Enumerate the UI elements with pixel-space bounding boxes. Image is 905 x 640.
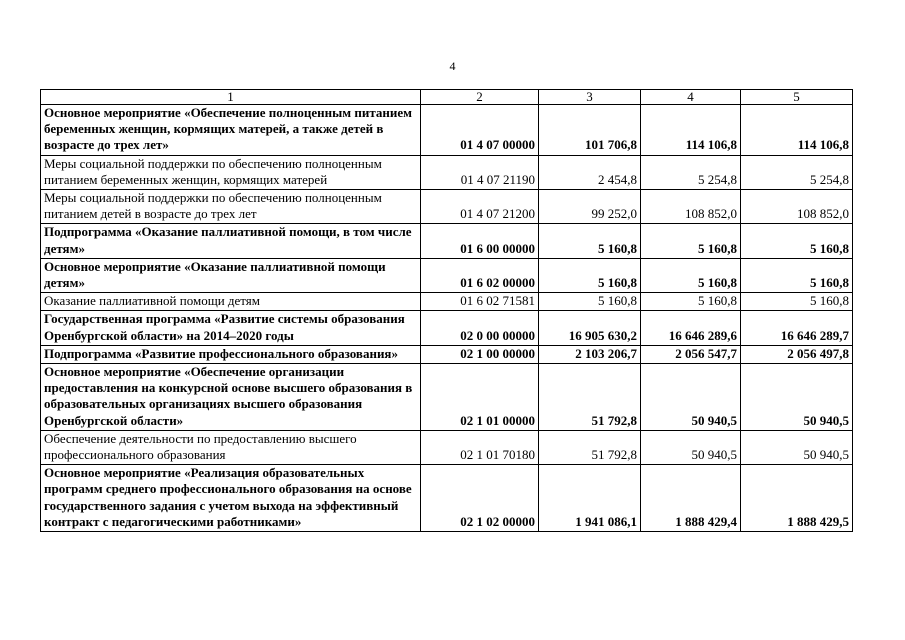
- row-value-col3: 5 160,8: [539, 224, 641, 258]
- row-code: 02 1 00 00000: [421, 345, 539, 363]
- row-code: 02 1 01 70180: [421, 430, 539, 464]
- table-row: [41, 258, 853, 292]
- row-value-col5: 5 254,8: [741, 155, 853, 189]
- row-value-col3: 2 454,8: [539, 155, 641, 189]
- row-code: 01 6 02 00000: [421, 258, 539, 292]
- row-code: 02 1 01 00000: [421, 364, 539, 431]
- row-value-col3: 5 160,8: [539, 258, 641, 292]
- row-value-col3: 5 160,8: [539, 293, 641, 311]
- row-value-col5: 16 646 289,7: [741, 311, 853, 345]
- row-value-col4: 5 160,8: [641, 293, 741, 311]
- row-value-col4: 5 254,8: [641, 155, 741, 189]
- table-row: [41, 430, 853, 464]
- row-value-col3: 16 905 630,2: [539, 311, 641, 345]
- row-name: Основное мероприятие «Реализация образовательных программ среднего профессионального образования на основе государственного задания с учетом выхода на эффективный контракт с педагогическими работниками»: [41, 465, 421, 532]
- row-name: Подпрограмма «Развитие профессионального образования»: [41, 345, 421, 363]
- row-value-col4: 50 940,5: [641, 430, 741, 464]
- column-header-1: 1: [41, 90, 421, 105]
- table-row: [41, 293, 853, 311]
- row-value-col4: 114 106,8: [641, 105, 741, 156]
- row-code: 01 6 02 71581: [421, 293, 539, 311]
- column-header-4: 4: [641, 90, 741, 105]
- row-value-col5: 50 940,5: [741, 430, 853, 464]
- row-value-col5: 5 160,8: [741, 258, 853, 292]
- row-value-col5: 108 852,0: [741, 190, 853, 224]
- row-name: Меры социальной поддержки по обеспечению полноценным питанием детей в возрасте до трех лет: [41, 190, 421, 224]
- row-value-col3: 99 252,0: [539, 190, 641, 224]
- budget-table: [40, 89, 853, 532]
- row-name: Оказание паллиативной помощи детям: [41, 293, 421, 311]
- column-header-2: 2: [421, 90, 539, 105]
- row-value-col4: 2 056 547,7: [641, 345, 741, 363]
- table-row: [41, 465, 853, 532]
- row-name: Обеспечение деятельности по предоставлению высшего профессионального образования: [41, 430, 421, 464]
- row-value-col5: 114 106,8: [741, 105, 853, 156]
- row-code: 01 4 07 00000: [421, 105, 539, 156]
- table-row: [41, 364, 853, 431]
- row-value-col4: 5 160,8: [641, 224, 741, 258]
- row-value-col3: 51 792,8: [539, 364, 641, 431]
- row-name: Основное мероприятие «Обеспечение полноценным питанием беременных женщин, кормящих матерей, а также детей в возрасте до трех лет»: [41, 105, 421, 156]
- row-code: 01 4 07 21190: [421, 155, 539, 189]
- table-row: [41, 224, 853, 258]
- row-value-col4: 50 940,5: [641, 364, 741, 431]
- row-name: Государственная программа «Развитие системы образования Оренбургской области» на 2014–2020 годы: [41, 311, 421, 345]
- page-number: 4: [449, 59, 456, 73]
- table-row: [41, 311, 853, 345]
- row-value-col5: 50 940,5: [741, 364, 853, 431]
- row-code: 01 6 00 00000: [421, 224, 539, 258]
- row-name: Основное мероприятие «Оказание паллиативной помощи детям»: [41, 258, 421, 292]
- row-code: 02 1 02 00000: [421, 465, 539, 532]
- row-value-col4: 5 160,8: [641, 258, 741, 292]
- row-value-col4: 1 888 429,4: [641, 465, 741, 532]
- row-name: Подпрограмма «Оказание паллиативной помощи, в том числе детям»: [41, 224, 421, 258]
- row-value-col5: 1 888 429,5: [741, 465, 853, 532]
- row-value-col4: 108 852,0: [641, 190, 741, 224]
- row-value-col3: 2 103 206,7: [539, 345, 641, 363]
- row-value-col5: 2 056 497,8: [741, 345, 853, 363]
- table-row: [41, 155, 853, 189]
- row-code: 02 0 00 00000: [421, 311, 539, 345]
- row-name: Основное мероприятие «Обеспечение организации предоставления на конкурсной основе высшего образования в образовательных организациях высшего образования Оренбургской области»: [41, 364, 421, 431]
- table-header-row: [41, 90, 853, 105]
- row-value-col5: 5 160,8: [741, 224, 853, 258]
- column-header-5: 5: [741, 90, 853, 105]
- table-row: [41, 105, 853, 156]
- row-value-col3: 101 706,8: [539, 105, 641, 156]
- column-header-3: 3: [539, 90, 641, 105]
- row-value-col4: 16 646 289,6: [641, 311, 741, 345]
- row-code: 01 4 07 21200: [421, 190, 539, 224]
- table-row: [41, 190, 853, 224]
- table-row: [41, 345, 853, 363]
- row-name: Меры социальной поддержки по обеспечению полноценным питанием беременных женщин, кормящих матерей: [41, 155, 421, 189]
- row-value-col3: 1 941 086,1: [539, 465, 641, 532]
- row-value-col3: 51 792,8: [539, 430, 641, 464]
- row-value-col5: 5 160,8: [741, 293, 853, 311]
